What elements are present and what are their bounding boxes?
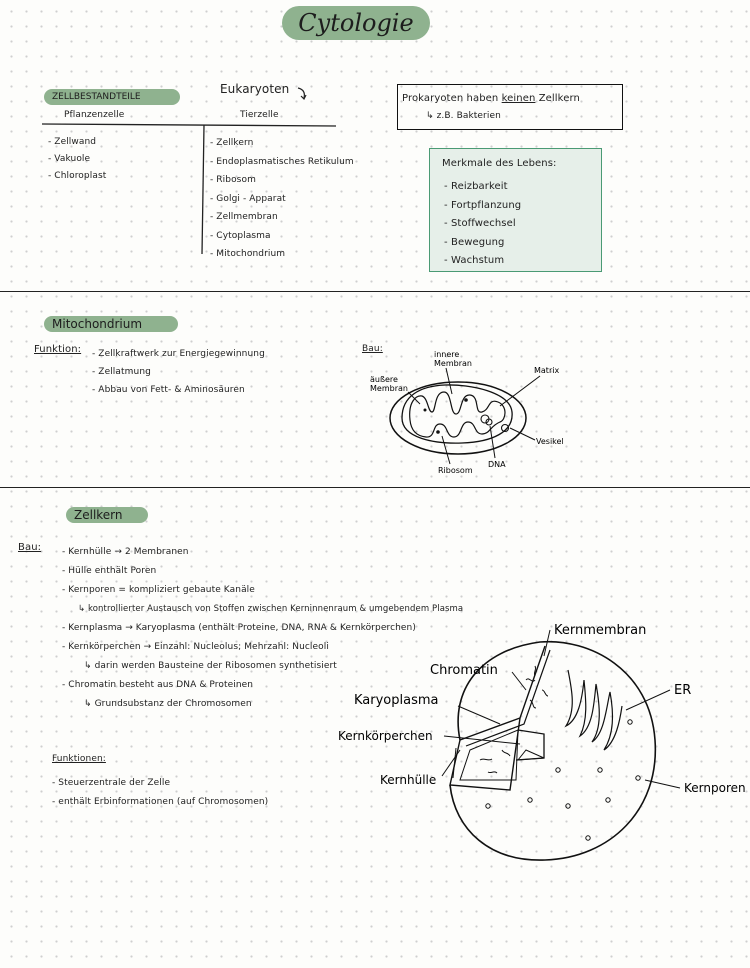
- list-item: - Kernhülle → 2 Membranen: [62, 547, 189, 557]
- mito-bau-label: Bau:: [362, 344, 383, 354]
- label-er: ER: [674, 683, 692, 698]
- zellkern-funktionen-list: [52, 774, 268, 812]
- list-item: - Mitochondrium: [210, 249, 286, 259]
- svg-text:Membran: Membran: [434, 359, 472, 368]
- list-item: - Fortpflanzung: [444, 199, 522, 211]
- list-item: - Reizbarkeit: [444, 181, 508, 192]
- label-chromatin: Chromatin: [430, 663, 498, 678]
- list-item: - Zellkern: [210, 138, 254, 148]
- label-innere-membran: innere: [434, 350, 460, 359]
- list-item: ↳ darin werden Bausteine der Ribosomen synthetisiert: [84, 661, 337, 671]
- list-item: - Steuerzentrale der Zelle: [52, 778, 171, 788]
- list-item: - Kernkörperchen → Einzahl: Nucleolus; Mehrzahl: Nucleoli: [62, 642, 329, 652]
- list-item: - Zellatmung: [92, 367, 151, 377]
- zellbestandteile-label: ZELLBESTANDTEILE: [44, 89, 180, 105]
- ribosome-dot: [436, 430, 440, 434]
- curly-arrow-icon: [296, 86, 310, 102]
- mitochondrium-heading: Mitochondrium: [44, 316, 178, 332]
- er-folds: [566, 670, 622, 750]
- list-item: - Chromatin besteht aus DNA & Proteinen: [62, 680, 254, 690]
- pflanzenzelle-header: Pflanzenzelle: [64, 110, 125, 120]
- label-dna: DNA: [488, 460, 506, 469]
- list-item: - Zellkraftwerk zur Energiegewinnung: [92, 349, 265, 359]
- list-item: - Stoffwechsel: [444, 218, 516, 229]
- list-item: - Cytoplasma: [210, 230, 271, 241]
- list-item: - Zellmembran: [210, 212, 278, 222]
- section-divider: [0, 487, 750, 488]
- zellkern-heading: Zellkern: [66, 507, 148, 523]
- label-kernporen: Kernporen: [684, 781, 746, 795]
- list-item: - Chloroplast: [48, 171, 107, 181]
- label-ribosom: Ribosom: [438, 466, 473, 475]
- ribosome-dot: [464, 398, 468, 402]
- label-karyoplasma: Karyoplasma: [354, 693, 439, 708]
- eukaryoten-heading: Eukaryoten: [220, 82, 290, 96]
- page-title: Cytologie: [298, 9, 414, 37]
- tierzelle-list: [210, 134, 354, 264]
- list-item: - Kernplasma → Karyoplasma (enthält Proteine, DNA, RNA & Kernkörperchen): [62, 623, 416, 633]
- label-vesikel: Vesikel: [536, 437, 564, 446]
- prokaryoten-example: ↳ z.B. Bakterien: [426, 111, 501, 121]
- merkmale-list: [444, 178, 521, 271]
- zellkern-bau-label: Bau:: [18, 542, 42, 553]
- prokaryoten-box: [397, 84, 623, 130]
- tierzelle-header: Tierzelle: [240, 110, 279, 120]
- mitochondrium-diagram: [350, 340, 590, 485]
- mitochondrium-funktion-list: [92, 345, 265, 399]
- list-item: - Zellwand: [48, 137, 97, 147]
- label-matrix: Matrix: [534, 366, 560, 375]
- funktionen-label: Funktionen:: [52, 754, 106, 764]
- list-item: - Kernporen = kompliziert gebaute Kanäle: [62, 585, 255, 595]
- pflanzenzelle-list: [48, 134, 106, 185]
- section-divider: [0, 291, 750, 292]
- label-aeussere-membran: äußere: [370, 375, 398, 384]
- merkmale-heading: Merkmale des Lebens:: [442, 158, 557, 169]
- list-item: - Wachstum: [444, 255, 505, 266]
- list-item: - Vakuole: [48, 154, 91, 164]
- label-kernkoerperchen: Kernkörperchen: [338, 729, 433, 743]
- funktion-label: Funktion:: [34, 344, 82, 355]
- list-item: ↳ kontrollierter Austausch von Stoffen zwischen Kerninnenraum & umgebendem Plasma: [78, 604, 464, 614]
- merkmale-box: [429, 148, 602, 272]
- list-item: - Hülle enthält Poren: [62, 566, 157, 576]
- list-item: - Ribosom: [210, 175, 256, 185]
- label-kernmembran: Kernmembran: [554, 623, 647, 638]
- list-item: - Bewegung: [444, 236, 505, 248]
- zellkern-diagram: [330, 610, 750, 910]
- nucleolus: [516, 730, 544, 760]
- list-item: ↳ Grundsubstanz der Chromosomen: [84, 699, 252, 709]
- label-kernhuelle: Kernhülle: [380, 773, 437, 787]
- ribosome-dot: [424, 409, 427, 412]
- svg-text:Membran: Membran: [370, 384, 408, 393]
- list-item: - enthält Erbinformationen (auf Chromosomen): [52, 797, 269, 807]
- prokaryoten-line: Prokaryoten haben keinen Zellkern: [402, 93, 580, 104]
- list-item: - Abbau von Fett- & Aminosäuren: [92, 385, 245, 395]
- list-item: - Golgi - Apparat: [210, 193, 286, 204]
- list-item: - Endoplasmatisches Retikulum: [210, 156, 354, 167]
